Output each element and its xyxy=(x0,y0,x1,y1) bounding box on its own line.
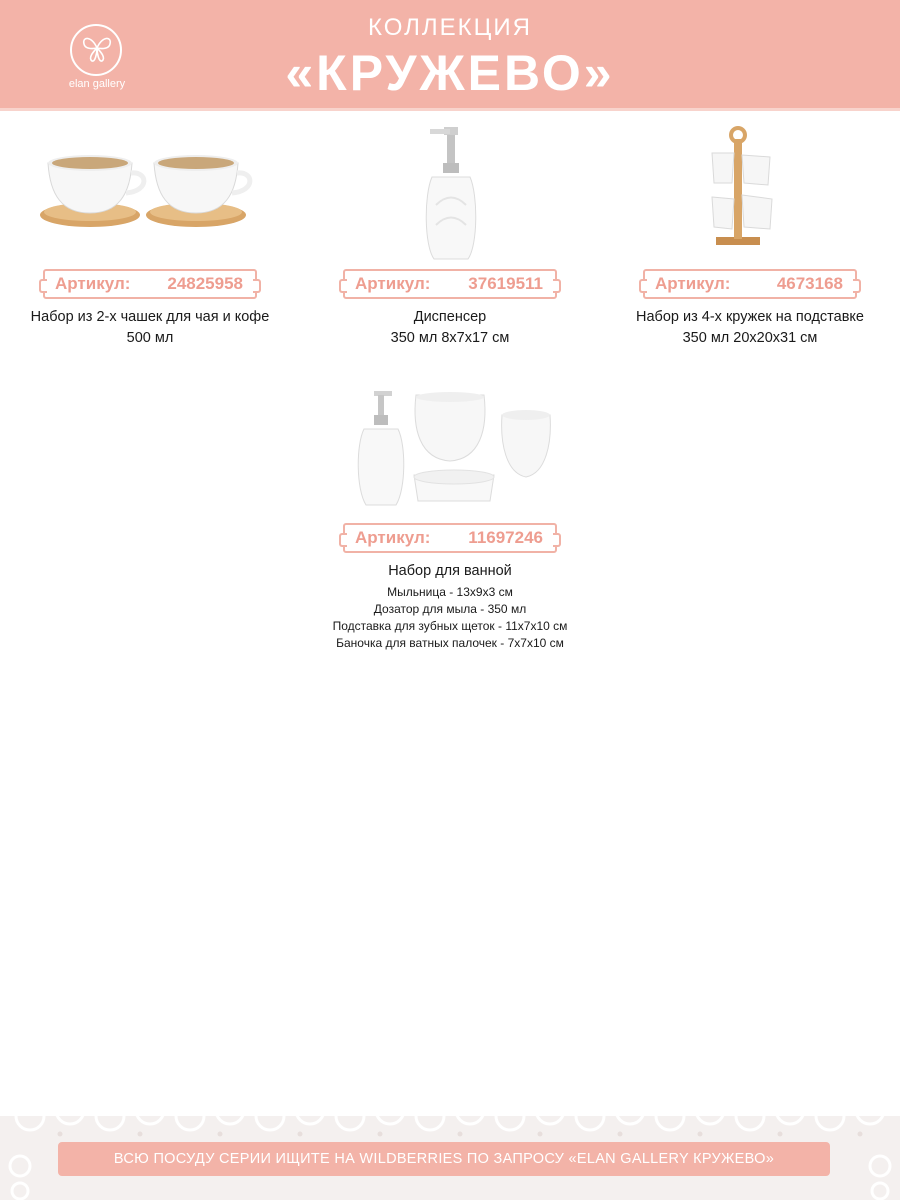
teacups-with-saucers-icon xyxy=(0,125,300,255)
product-name: Набор из 4-х кружек на подставке xyxy=(636,309,864,325)
soap-dispenser-icon xyxy=(300,125,600,265)
collection-label: КОЛЛЕКЦИЯ xyxy=(368,14,532,41)
header-banner xyxy=(0,0,900,108)
product-name: Набор из 2-х чашек для чая и кофе xyxy=(30,309,270,325)
detail-line: Дозатор для мыла - 350 мл xyxy=(373,602,527,616)
header-divider xyxy=(0,108,900,111)
article-number: 24825958 xyxy=(167,274,243,293)
article-number: 4673168 xyxy=(776,274,843,293)
article-label: Артикул: xyxy=(655,274,731,293)
product-info xyxy=(600,269,900,349)
product-info xyxy=(0,269,300,349)
collection-title: «КРУЖЕВО» xyxy=(285,45,615,101)
product-card[interactable] xyxy=(600,125,900,355)
product-name: Диспенсер xyxy=(413,309,487,325)
article-badge xyxy=(643,269,857,299)
bathroom-set-icon xyxy=(300,385,600,515)
product-card[interactable] xyxy=(300,125,600,355)
article-label: Артикул: xyxy=(355,274,431,293)
product-card[interactable] xyxy=(0,125,300,355)
product-info xyxy=(300,269,600,349)
logo-text: elan gallery xyxy=(68,78,126,90)
product-info xyxy=(300,523,600,652)
product-spec: 350 мл 20х20х31 см xyxy=(682,330,818,346)
article-number: 37619511 xyxy=(468,274,543,293)
mugs-on-stand-icon xyxy=(600,125,900,265)
product-card[interactable] xyxy=(300,385,600,655)
product-spec: 350 мл 8х7х17 см xyxy=(390,330,510,346)
article-label: Артикул: xyxy=(355,528,431,547)
article-badge xyxy=(43,269,257,299)
detail-line: Баночка для ватных палочек - 7х7х10 см xyxy=(336,636,564,650)
article-label: Артикул: xyxy=(55,274,131,293)
detail-line: Мыльница - 13х9х3 см xyxy=(387,585,513,599)
product-details xyxy=(300,584,600,652)
article-badge xyxy=(343,523,557,553)
detail-line: Подставка для зубных щеток - 11х7х10 см xyxy=(332,619,568,633)
article-badge xyxy=(343,269,557,299)
article-number: 11697246 xyxy=(468,528,543,547)
product-spec: 500 мл xyxy=(126,330,174,346)
product-name: Набор для ванной xyxy=(388,563,512,579)
footer-banner: ВСЮ ПОСУДУ СЕРИИ ИЩИТЕ НА WILDBERRIES ПО ЗАПРОСУ «ELAN GALLERY КРУЖЕВО» xyxy=(58,1142,830,1176)
